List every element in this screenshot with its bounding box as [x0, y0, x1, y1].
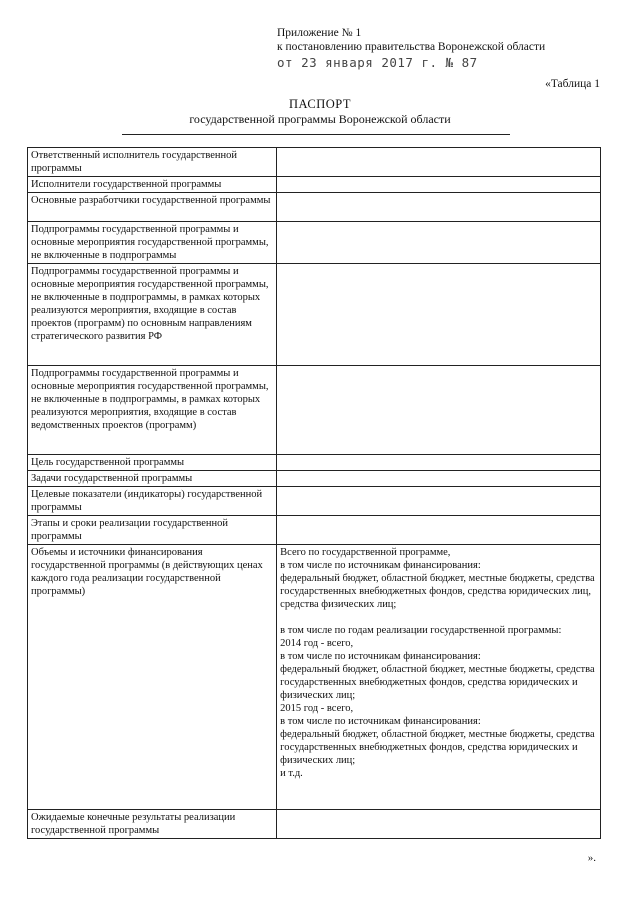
- table-row: [28, 366, 601, 455]
- row-label: Задачи государственной программы: [28, 471, 277, 487]
- table-row: [28, 177, 601, 193]
- row-value: [277, 222, 601, 264]
- row-label: Подпрограммы государственной программы и основные мероприятия государственной программы, не включенные в подпрограммы, в рамках которых реализуются мероприятия, входящие в состав ведомственных проектов (программ): [28, 366, 277, 455]
- row-value: [277, 516, 601, 545]
- row-value: [277, 366, 601, 455]
- table-row: [28, 148, 601, 177]
- financing-sources-intro: в том числе по источникам финансирования:: [280, 560, 481, 571]
- table-row: [28, 487, 601, 516]
- table-row: [28, 264, 601, 366]
- table-row: [28, 193, 601, 222]
- row-label: Ожидаемые конечные результаты реализации государственной программы: [28, 810, 277, 839]
- financing-sources-list: федеральный бюджет, областной бюджет, местные бюджеты, средства государственных внебюджетных фондов, средства юридических и физических лиц;: [280, 664, 595, 701]
- financing-total: Всего по государственной программе,: [280, 547, 451, 558]
- document-heading: [0, 97, 640, 127]
- appendix-title: Приложение № 1: [277, 27, 362, 39]
- financing-by-years: в том числе по годам реализации государственной программы:: [280, 625, 562, 636]
- document-subtitle: государственной программы Воронежской области: [189, 112, 451, 126]
- financing-cell: [277, 545, 601, 810]
- row-value: [277, 487, 601, 516]
- row-value: [277, 193, 601, 222]
- row-label: Основные разработчики государственной программы: [28, 193, 277, 222]
- financing-year-2015: 2015 год - всего,: [280, 703, 354, 714]
- row-value: [277, 471, 601, 487]
- table-row: [28, 222, 601, 264]
- table-row: [28, 455, 601, 471]
- row-label: Ответственный исполнитель государственной программы: [28, 148, 277, 177]
- row-label: Подпрограммы государственной программы и основные мероприятия государственной программы, не включенные в подпрограммы: [28, 222, 277, 264]
- row-label: Объемы и источники финансирования государственной программы (в действующих ценах каждого года реализации государственной программы): [28, 545, 277, 810]
- row-label: Этапы и сроки реализации государственной программы: [28, 516, 277, 545]
- row-label: Цель государственной программы: [28, 455, 277, 471]
- financing-sources-list: федеральный бюджет, областной бюджет, местные бюджеты, средства государственных внебюджетных фондов, средства юридических лиц, средства физических лиц;: [280, 573, 595, 610]
- closing-quote-mark: ».: [587, 852, 596, 864]
- table-row: [28, 471, 601, 487]
- row-value: [277, 810, 601, 839]
- row-value: [277, 455, 601, 471]
- row-label: Целевые показатели (индикаторы) государственной программы: [28, 487, 277, 516]
- financing-sources-intro: в том числе по источникам финансирования:: [280, 716, 481, 727]
- row-value: [277, 148, 601, 177]
- spacer: [280, 611, 597, 624]
- table-label: «Таблица 1: [545, 78, 600, 90]
- table-row: [28, 810, 601, 839]
- passport-table: [27, 147, 601, 839]
- table-row: [28, 545, 601, 810]
- row-label: Исполнители государственной программы: [28, 177, 277, 193]
- row-value: [277, 177, 601, 193]
- financing-sources-intro: в том числе по источникам финансирования:: [280, 651, 481, 662]
- row-value: [277, 264, 601, 366]
- table-row: [28, 516, 601, 545]
- appendix-reference: к постановлению правительства Воронежской области: [277, 41, 546, 53]
- financing-etc: и т.д.: [280, 768, 303, 779]
- financing-year-2014: 2014 год - всего,: [280, 638, 354, 649]
- title-underline: [122, 134, 510, 135]
- document-title: ПАСПОРТ: [288, 97, 352, 111]
- financing-sources-list: федеральный бюджет, областной бюджет, местные бюджеты, средства государственных внебюджетных фондов, средства юридических и физических лиц;: [280, 729, 595, 766]
- appendix-header: [277, 26, 545, 70]
- appendix-date-stamp: от 23 января 2017 г. № 87: [277, 55, 478, 70]
- row-label: Подпрограммы государственной программы и основные мероприятия государственной программы, не включенные в подпрограммы, в рамках которых реализуются мероприятия, входящие в состав проектов (программ) по основным направлениям стратегического развития РФ: [28, 264, 277, 366]
